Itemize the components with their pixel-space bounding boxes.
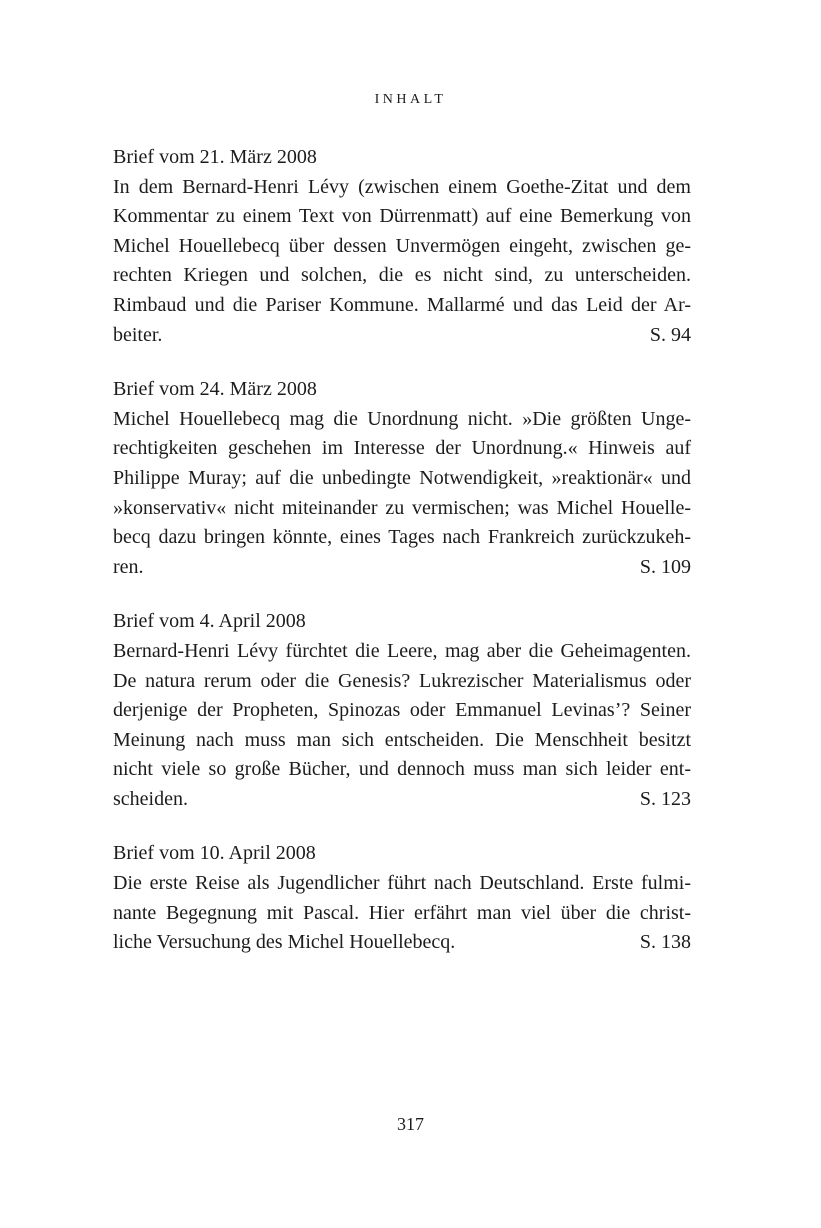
summary-line: rechten Kriegen und solchen, die es nicht sind, zu unterscheiden. <box>113 264 691 287</box>
summary-line: Meinung nach muss man sich entscheiden. Die Menschheit besitzt <box>113 728 691 751</box>
summary-last-line <box>113 553 691 583</box>
entry-summary <box>113 869 691 958</box>
summary-line: Rimbaud und die Pariser Kommune. Mallarmé und das Leid der Ar- <box>113 293 691 316</box>
summary-line: beiter. <box>113 323 163 346</box>
summary-last-line <box>113 785 691 815</box>
entry-summary <box>113 405 691 583</box>
summary-line: In dem Bernard-Henri Lévy (zwischen einem Goethe-Zitat und dem <box>113 175 691 198</box>
summary-line: nicht viele so große Bücher, und dennoch muss man sich leider ent- <box>113 758 691 781</box>
summary-line: Philippe Muray; auf die unbedingte Notwendigkeit, »reaktionär« und <box>113 466 691 489</box>
toc-entry <box>113 143 691 350</box>
summary-line: Die erste Reise als Jugendlicher führt nach Deutschland. Erste fulmi- <box>113 872 691 895</box>
entry-summary <box>113 637 691 815</box>
toc-entry <box>113 375 691 582</box>
summary-last-line <box>113 321 691 351</box>
summary-line: rechtigkeiten geschehen im Interesse der Unordnung.« Hinweis auf <box>113 437 691 460</box>
entry-title: Brief vom 24. März 2008 <box>113 378 317 401</box>
summary-line: Michel Houellebecq über dessen Unvermögen eingeht, zwischen ge- <box>113 234 691 257</box>
page-reference: S. 94 <box>649 323 691 346</box>
page-number: 317 <box>397 1114 424 1134</box>
summary-line: becq dazu bringen könnte, eines Tages nach Frankreich zurückzukeh- <box>113 526 691 549</box>
summary-line: Bernard-Henri Lévy fürchtet die Leere, mag aber die Geheimagenten. <box>113 639 691 662</box>
toc-entry <box>113 607 691 814</box>
page-reference: S. 123 <box>639 787 691 810</box>
summary-line: ren. <box>113 555 144 578</box>
summary-line: nante Begegnung mit Pascal. Hier erfährt man viel über die christ- <box>113 901 691 924</box>
entry-summary <box>113 173 691 351</box>
toc-entries <box>113 143 691 983</box>
entry-title: Brief vom 21. März 2008 <box>113 146 317 168</box>
summary-line: De natura rerum oder die Genesis? Lukrezischer Materialismus oder <box>113 669 691 692</box>
page-reference: S. 109 <box>639 555 691 578</box>
summary-last-line <box>113 928 691 958</box>
page-reference: S. 138 <box>639 931 691 954</box>
entry-title: Brief vom 10. April 2008 <box>113 842 316 865</box>
summary-line: liche Versuchung des Michel Houellebecq. <box>113 931 456 954</box>
running-head: INHALT <box>374 92 447 107</box>
summary-line: derjenige der Propheten, Spinozas oder Emmanuel Levinas’? Seiner <box>113 699 691 722</box>
summary-line: Michel Houellebecq mag die Unordnung nicht. »Die größten Unge- <box>113 407 691 430</box>
summary-line: Kommentar zu einem Text von Dürrenmatt) auf eine Bemerkung von <box>113 205 691 228</box>
summary-line: »konservativ« nicht miteinander zu vermischen; was Michel Houelle- <box>113 496 691 519</box>
summary-line: scheiden. <box>113 787 188 810</box>
toc-entry <box>113 839 691 957</box>
entry-title: Brief vom 4. April 2008 <box>113 610 306 633</box>
